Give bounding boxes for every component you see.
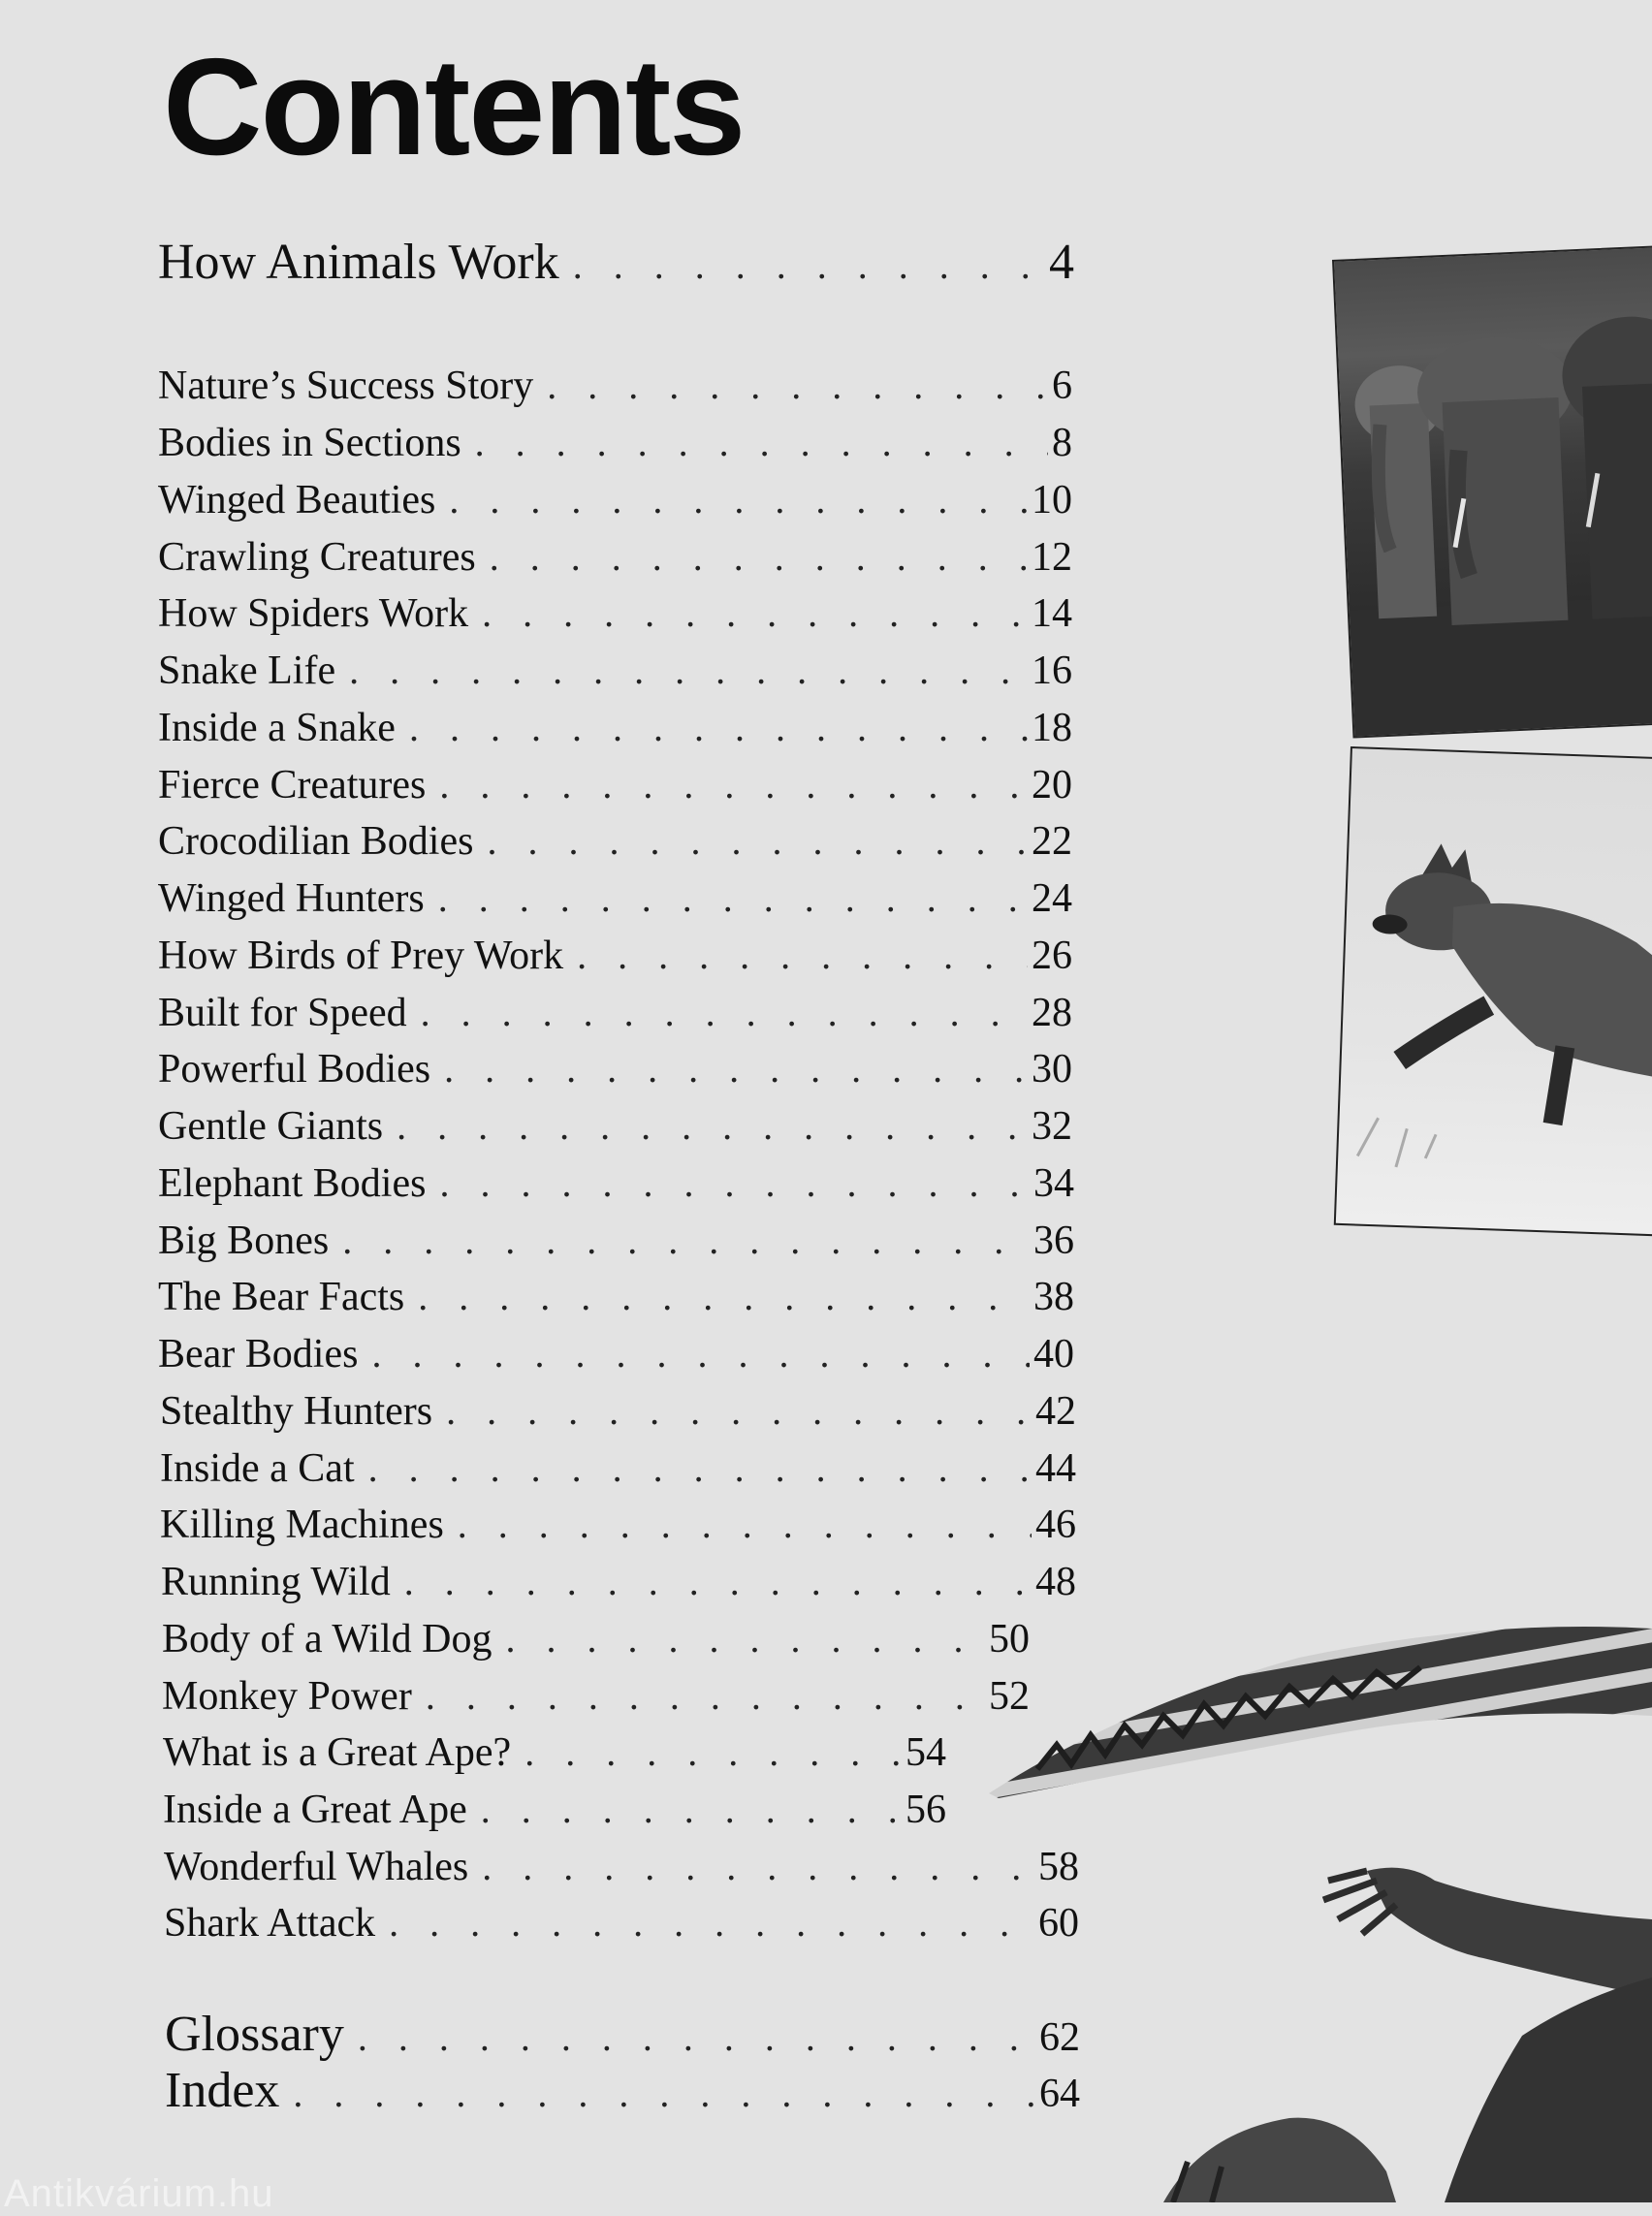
toc-entry-page: 30 <box>1032 1047 1072 1092</box>
toc-leader-dots <box>368 1441 1032 1496</box>
toc-entry[interactable] <box>158 473 1072 527</box>
toc-entry[interactable] <box>158 929 1072 983</box>
toc-entry-page: 4 <box>1049 235 1074 290</box>
toc-leader-dots <box>475 416 1048 470</box>
crocodile-cutout <box>979 1590 1652 2202</box>
toc-entry[interactable] <box>163 1783 946 1837</box>
toc-entry[interactable] <box>161 1555 1076 1609</box>
toc-leader-dots <box>458 1498 1032 1552</box>
toc-entry-title: Inside a Cat <box>160 1446 355 1491</box>
toc-leader-dots <box>371 1327 1030 1381</box>
toc-leader-dots <box>358 2008 1035 2068</box>
toc-entry[interactable] <box>158 586 1072 641</box>
toc-entry-page: 40 <box>1033 1332 1074 1377</box>
toc-entry-page: 26 <box>1032 934 1072 978</box>
toc-entry-page: 52 <box>989 1674 1030 1719</box>
toc-entry-title: Nature’s Success Story <box>158 364 534 408</box>
toc-entry-title: Big Bones <box>158 1219 330 1263</box>
toc-leader-dots <box>404 1555 1032 1609</box>
toc-entry[interactable] <box>158 701 1072 755</box>
watermark-text: Antikvárium.hu <box>4 2172 274 2215</box>
toc-entry[interactable] <box>158 644 1072 698</box>
toc-entry-title: Stealthy Hunters <box>160 1389 433 1434</box>
toc-entry[interactable] <box>158 814 1072 869</box>
toc-leader-dots <box>446 1384 1032 1439</box>
fox-illustration <box>1336 748 1652 1235</box>
toc-entry[interactable] <box>160 1498 1076 1552</box>
toc-entry[interactable] <box>163 1725 946 1780</box>
toc-entry-page: 20 <box>1032 763 1072 807</box>
toc-entry-page: 50 <box>989 1617 1030 1662</box>
toc-leader-dots <box>547 359 1048 413</box>
toc-entry-title: Snake Life <box>158 649 336 693</box>
page-title: Contents <box>163 30 745 184</box>
toc-entry-page: 8 <box>1052 421 1072 465</box>
toc-entry-page: 48 <box>1035 1560 1076 1604</box>
toc-entry-page: 16 <box>1032 649 1072 693</box>
toc-leader-dots <box>506 1612 985 1666</box>
toc-entry[interactable] <box>160 1384 1076 1439</box>
toc-leader-dots <box>426 1669 985 1724</box>
toc-entry-title: Bodies in Sections <box>158 421 461 465</box>
toc-entry[interactable] <box>158 1156 1074 1211</box>
toc-leader-dots <box>524 1725 902 1780</box>
toc-leader-dots <box>487 814 1028 869</box>
toc-entry-glossary[interactable] <box>165 2005 1080 2065</box>
toc-entry-title: How Birds of Prey Work <box>158 934 564 978</box>
toc-entry-title: Powerful Bodies <box>158 1047 431 1092</box>
toc-entry[interactable] <box>158 986 1072 1040</box>
toc-entry-title: What is a Great Ape? <box>163 1730 512 1775</box>
toc-entry-title: How Animals Work <box>158 235 559 290</box>
toc-leader-dots <box>397 1099 1028 1154</box>
toc-entry[interactable] <box>158 871 1072 926</box>
toc-leader-dots <box>439 758 1028 812</box>
toc-leader-dots <box>449 473 1028 527</box>
toc-entry-title: Winged Hunters <box>158 876 425 921</box>
toc-entry-title: Monkey Power <box>162 1674 412 1719</box>
toc-entry[interactable] <box>158 758 1072 812</box>
toc-leader-dots <box>293 2064 1035 2124</box>
toc-leader-dots <box>389 1896 1034 1950</box>
toc-entry-title: Index <box>165 2063 280 2118</box>
toc-entry-page: 58 <box>1038 1845 1079 1889</box>
toc-entry-title: Killing Machines <box>160 1503 444 1547</box>
toc-entry-page: 24 <box>1032 876 1072 921</box>
toc-entry[interactable] <box>158 359 1072 413</box>
toc-entry-title: Running Wild <box>161 1560 391 1604</box>
toc-entry-page: 18 <box>1032 706 1072 750</box>
toc-leader-dots <box>481 1783 902 1837</box>
toc-entry[interactable] <box>158 416 1072 470</box>
toc-entry-title: Shark Attack <box>164 1901 376 1946</box>
toc-entry-title: Inside a Great Ape <box>163 1788 467 1832</box>
toc-entry-page: 46 <box>1035 1503 1076 1547</box>
toc-entry-title: Inside a Snake <box>158 706 396 750</box>
toc-entry-page: 54 <box>905 1730 946 1775</box>
toc-entry-title: How Spiders Work <box>158 591 469 636</box>
toc-entry-page: 62 <box>1039 2015 1080 2060</box>
elephant-illustration <box>1334 246 1652 736</box>
toc-entry[interactable] <box>158 1042 1072 1096</box>
toc-entry-page: 10 <box>1032 478 1072 522</box>
toc-leader-dots <box>342 1214 1030 1268</box>
toc-entry-page: 64 <box>1039 2072 1080 2116</box>
toc-entry-page: 22 <box>1032 819 1072 864</box>
toc-entry-title: The Bear Facts <box>158 1275 405 1319</box>
toc-entry-page: 44 <box>1035 1446 1076 1491</box>
toc-leader-dots <box>444 1042 1028 1096</box>
toc-entry-page: 14 <box>1032 591 1072 636</box>
toc-entry-title: Wonderful Whales <box>164 1845 469 1889</box>
toc-entry-title: Fierce Creatures <box>158 763 427 807</box>
toc-entry[interactable] <box>160 1441 1076 1496</box>
toc-entry-title: Gentle Giants <box>158 1104 384 1149</box>
toc-leader-dots <box>421 986 1028 1040</box>
toc-entry-page: 38 <box>1033 1275 1074 1319</box>
toc-entry-title: Winged Beauties <box>158 478 436 522</box>
toc-entry-page: 36 <box>1033 1219 1074 1263</box>
toc-entry-page: 34 <box>1033 1161 1074 1206</box>
toc-entry-page: 28 <box>1032 991 1072 1035</box>
toc-entry[interactable] <box>164 1896 1079 1950</box>
toc-leader-dots <box>482 1840 1034 1894</box>
toc-leader-dots <box>482 586 1028 641</box>
toc-entry-title: Crawling Creatures <box>158 535 476 580</box>
toc-leader-dots <box>349 644 1028 698</box>
toc-leader-dots <box>490 530 1028 585</box>
toc-entry-page: 12 <box>1032 535 1072 580</box>
toc-entry[interactable] <box>158 1214 1074 1268</box>
toc-entry-index[interactable] <box>165 2061 1080 2121</box>
toc-entry[interactable] <box>162 1669 1030 1724</box>
toc-entry[interactable] <box>158 1099 1072 1154</box>
toc-leader-dots <box>577 929 1028 983</box>
toc-entry-page: 32 <box>1032 1104 1072 1149</box>
toc-entry[interactable] <box>162 1612 1030 1666</box>
toc-entry-page: 60 <box>1038 1901 1079 1946</box>
toc-entry[interactable] <box>158 530 1072 585</box>
toc-entry-page: 56 <box>905 1788 946 1832</box>
toc-entry-page: 6 <box>1052 364 1072 408</box>
toc-entry-title: Glossary <box>165 2007 344 2062</box>
toc-entry-title: Body of a Wild Dog <box>162 1617 492 1662</box>
toc-entry-title: Elephant Bodies <box>158 1161 427 1206</box>
fox-leaping-in-snow-photo <box>1334 746 1652 1237</box>
toc-leader-dots <box>439 1156 1030 1211</box>
toc-entry[interactable] <box>164 1840 1079 1894</box>
toc-entry-title: Bear Bodies <box>158 1332 359 1377</box>
toc-leader-dots <box>438 871 1028 926</box>
toc-leader-dots <box>418 1270 1030 1324</box>
toc-leader-dots <box>409 701 1028 755</box>
toc-entry-intro[interactable] <box>158 233 1074 293</box>
toc-entry[interactable] <box>158 1270 1074 1324</box>
toc-entry-page: 42 <box>1035 1389 1076 1434</box>
elephant-herd-photo <box>1332 244 1652 738</box>
toc-entry-title: Built for Speed <box>158 991 407 1035</box>
toc-entry-title: Crocodilian Bodies <box>158 819 474 864</box>
toc-entry[interactable] <box>158 1327 1074 1381</box>
toc-leader-dots <box>573 236 1045 296</box>
